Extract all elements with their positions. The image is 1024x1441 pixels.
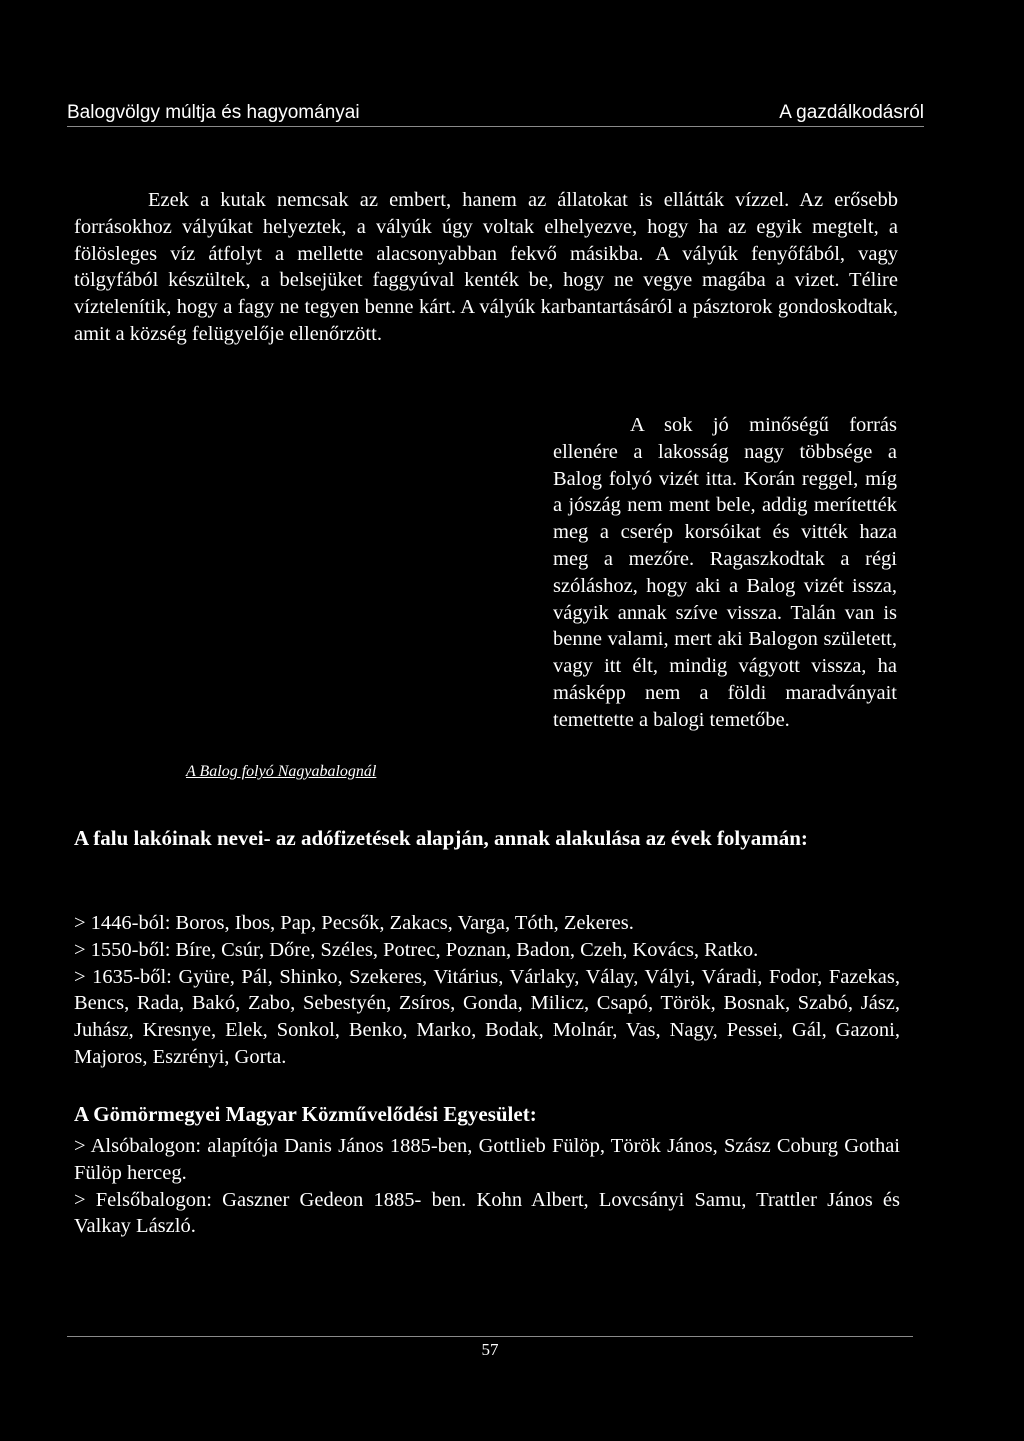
resident-names-list — [74, 910, 900, 1071]
society-entry-felsobalog: > Felsőbalogon: Gaszner Gedeon 1885- ben. Kohn Albert, Lovcsányi Samu, Trattler János és Valkay László. — [74, 1188, 900, 1238]
photo-caption: A Balog folyó Nagyabalognál — [186, 763, 377, 780]
running-header — [67, 98, 924, 127]
river-photo — [74, 390, 534, 740]
paragraph-wells-troughs: Ezek a kutak nemcsak az embert, hanem az állatokat is ellátták vízzel. Az erősebb forrásokhoz vályúkat helyeztek, a vályúk úgy voltak elhelyezve, hogy ha az egyik megtelt, a fölösleges víz átfolyt a mellette alacsonyabban fekvő másikba. A vályúk fenyőfából, vagy tölgyfából készültek, a belsejüket faggyúval kenték be, hogy ne vegye magába a vizet. Télire víztelenítik, hogy a fagy ne tegyen benne kárt. A vályúk karbantartásáról a pásztorok gondoskodtak, amit a község felügyelője ellenőrzött. — [74, 189, 898, 345]
header-book-title: Balogvölgy múltja és hagyományai — [67, 102, 360, 123]
names-entry-1446: > 1446-ból: Boros, Ibos, Pap, Pecsők, Zakacs, Varga, Tóth, Zekeres. — [74, 912, 634, 934]
section-heading-resident-names: A falu lakóinak nevei- az adófizetések alapján, annak alakulása az évek folyamán: — [74, 826, 808, 850]
section-heading-society: A Gömörmegyei Magyar Közművelődési Egyesület: — [74, 1102, 537, 1126]
paragraph-balog-river: A sok jó minőségű forrás ellenére a lakosság nagy többsége a Balog folyó vizét itta. Korán reggel, míg a jószág nem ment bele, addig merítették meg a cserép korsóikat és vitték haza meg a mezőre. Ragaszkodtak a régi szóláshoz, hogy aki a Balog vizét issza, vágyik annak szíve vissza. Talán van is benne valami, mert aki Balogon született, vagy itt élt, mindig vágyott vissza, ha másképp nem a földi maradványait temettette a balogi temetőbe. — [553, 414, 897, 731]
header-chapter-title: A gazdálkodásról — [779, 102, 924, 123]
names-entry-1635: > 1635-ből: Gyüre, Pál, Shinko, Szekeres, Vitárius, Várlaky, Válay, Vályi, Váradi, Fodor, Fazekas, Bencs, Rada, Bakó, Zabo, Sebestyén, Zsíros, Gonda, Milicz, Csapó, Török, Bosnak, Szabó, Jász, Juhász, Kresnye, Elek, Sonkol, Benko, Marko, Bodak, Molnár, Vas, Nagy, Pessei, Gál, Gazoni, Majoros, Eszrényi, Gorta. — [74, 965, 900, 1068]
society-entry-alsobalog: > Alsóbalogon: alapítója Danis János 1885-ben, Gottlieb Fülöp, Török János, Szász Coburg Gothai Fülöp herceg. — [74, 1135, 900, 1184]
footer-rule — [67, 1336, 913, 1337]
society-list — [74, 1133, 900, 1240]
names-entry-1550: > 1550-ből: Bíre, Csúr, Dőre, Széles, Potrec, Poznan, Badon, Czeh, Kovács, Ratko. — [74, 938, 759, 961]
page-number: 57 — [481, 1340, 499, 1359]
